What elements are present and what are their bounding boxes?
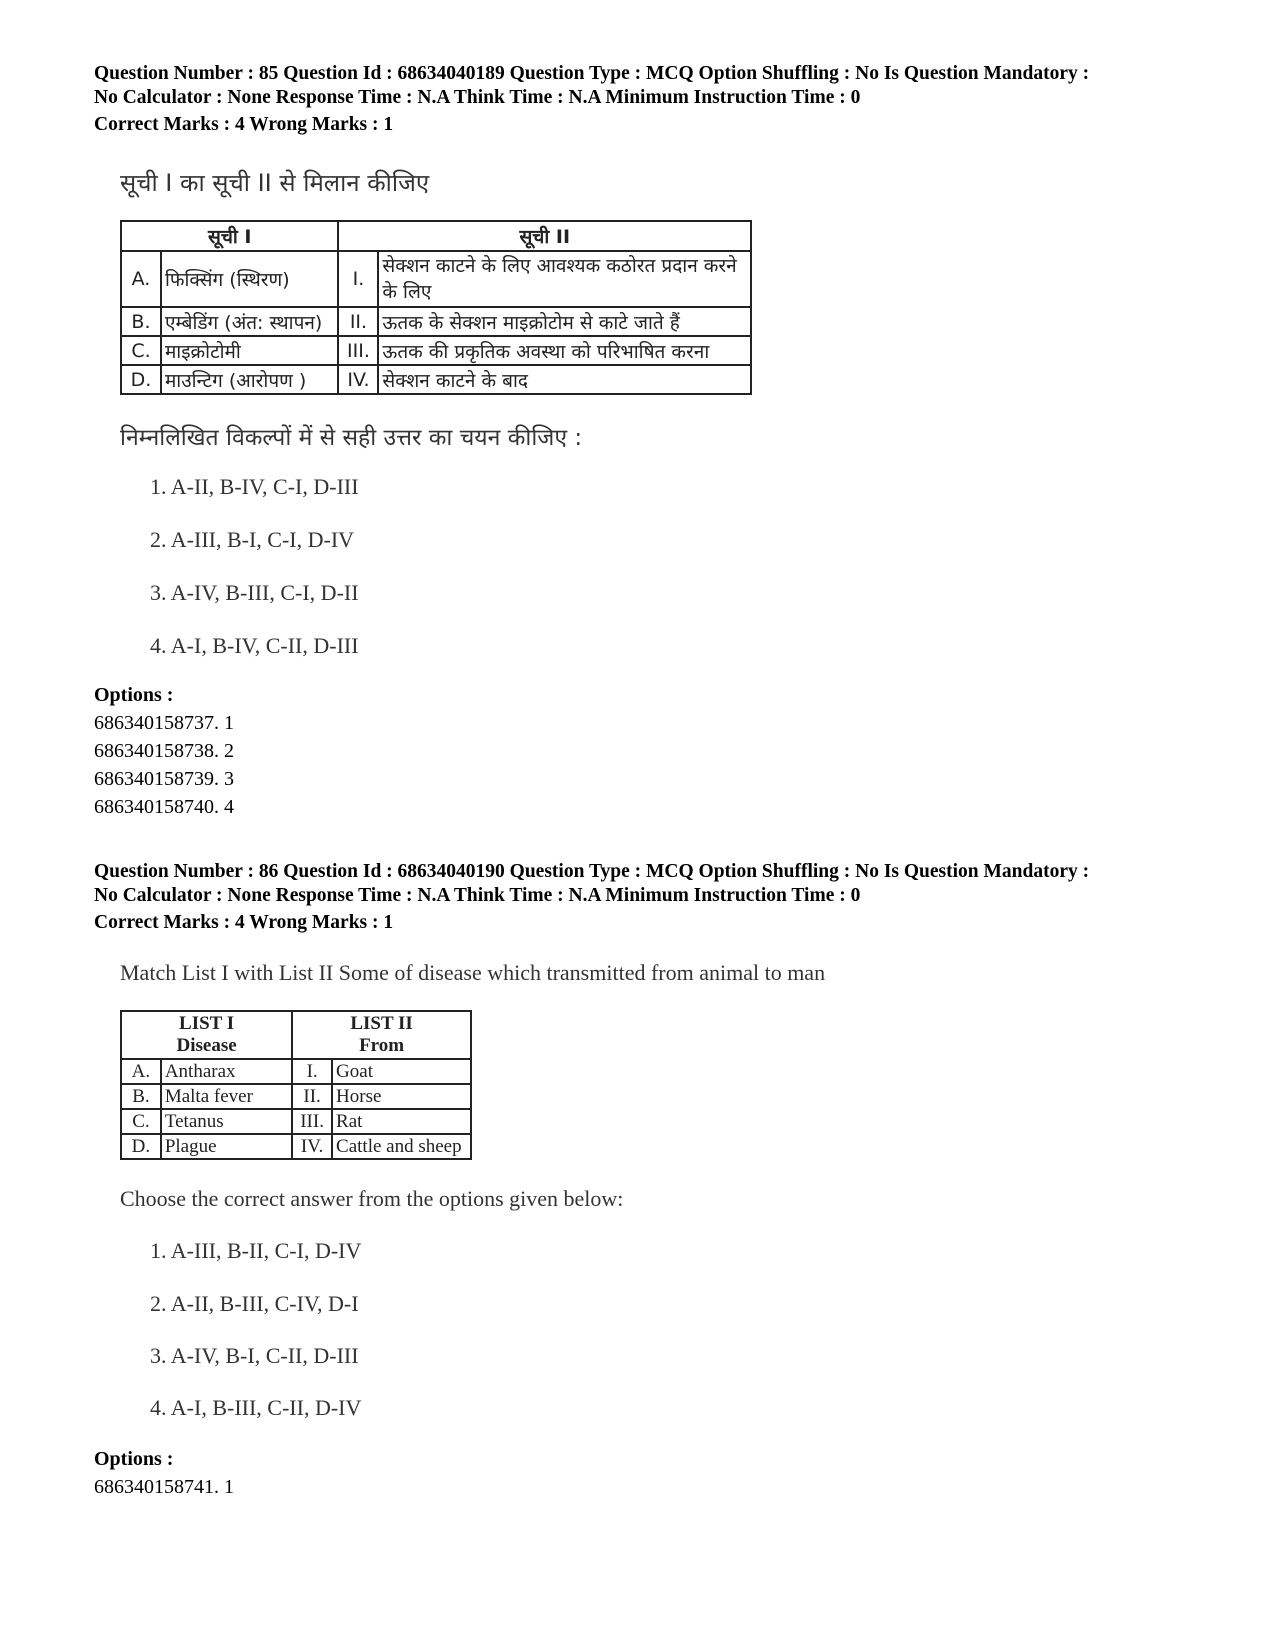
q85-row-iv-item: सेक्शन काटने के बाद [378, 365, 751, 394]
q85-row-c-key: C. [121, 336, 161, 365]
q86-choice-2: 2. A-II, B-III, C-IV, D-I [150, 1291, 359, 1316]
q86-row-d-item: Plague [161, 1134, 292, 1159]
q85-row-b-key: B. [121, 307, 161, 336]
q85-header-list2: सूची II [338, 221, 751, 251]
q86-row-iii-item: Rat [332, 1109, 471, 1134]
q85-header-list1: सूची I [121, 221, 338, 251]
q86-row-a-item: Antharax [161, 1059, 292, 1084]
table-row [121, 365, 751, 394]
q85-option-id-4: 686340158740. 4 [94, 796, 234, 818]
q85-choice-3: 3. A-IV, B-III, C-I, D-II [150, 580, 359, 605]
q85-marks: Correct Marks : 4 Wrong Marks : 1 [94, 114, 394, 135]
q85-row-d-key: D. [121, 365, 161, 394]
q85-meta-line2: No Calculator : None Response Time : N.A Think Time : N.A Minimum Instruction Time : 0 [94, 87, 861, 108]
q86-match-table [120, 1010, 472, 1160]
q86-row-b-item: Malta fever [161, 1084, 292, 1109]
q85-option-id-3: 686340158739. 3 [94, 768, 234, 790]
table-row [121, 1134, 471, 1159]
q85-option-id-1: 686340158737. 1 [94, 712, 234, 734]
q85-row-d-item: माउन्टिग (आरोपण ) [161, 365, 339, 394]
q85-instruction: निम्नलिखित विकल्पों में से सही उत्तर का चयन कीजिए : [120, 425, 583, 451]
q86-row-ii-item: Horse [332, 1084, 471, 1109]
q86-marks: Correct Marks : 4 Wrong Marks : 1 [94, 912, 394, 933]
q85-row-ii-item: ऊतक के सेक्शन माइक्रोटोम से काटे जाते हैं [378, 307, 751, 336]
table-row [121, 307, 751, 336]
table-row [121, 336, 751, 365]
q85-prompt: सूची I का सूची II से मिलान कीजिए [120, 169, 430, 197]
q86-header-list1 [121, 1011, 292, 1059]
q86-choice-1: 1. A-III, B-II, C-I, D-IV [150, 1238, 362, 1263]
q86-option-id-1: 686340158741. 1 [94, 1476, 234, 1498]
table-row [121, 251, 751, 307]
q85-row-i-item: सेक्शन काटने के लिए आवश्यक कठोरत प्रदान करने के लिए [378, 251, 751, 307]
q85-row-a-item: फिक्सिंग (स्थिरण) [161, 251, 339, 307]
q86-row-c-item: Tetanus [161, 1109, 292, 1134]
q86-row-iii-key: III. [292, 1109, 332, 1134]
q85-row-c-item: माइक्रोटोमी [161, 336, 339, 365]
q85-choice-2: 2. A-III, B-I, C-I, D-IV [150, 527, 355, 552]
table-row [121, 1084, 471, 1109]
q85-choice-4: 4. A-I, B-IV, C-II, D-III [150, 633, 359, 658]
q86-header-list2-sub: From [359, 1035, 405, 1056]
q86-prompt: Match List I with List II Some of disease which transmitted from animal to man [120, 960, 826, 985]
table-row [121, 1059, 471, 1084]
q86-row-iv-key: IV. [292, 1134, 332, 1159]
q86-row-ii-key: II. [292, 1084, 332, 1109]
q86-row-iv-item: Cattle and sheep [332, 1134, 471, 1159]
q86-row-a-key: A. [121, 1059, 161, 1084]
q86-meta-line1: Question Number : 86 Question Id : 68634040190 Question Type : MCQ Option Shuffling : No Is Question Mandatory : [94, 861, 1090, 882]
q86-header-list2 [292, 1011, 471, 1059]
q86-instruction: Choose the correct answer from the options given below: [120, 1186, 624, 1211]
table-row [121, 1109, 471, 1134]
q86-choice-3: 3. A-IV, B-I, C-II, D-III [150, 1343, 359, 1368]
q86-row-i-item: Goat [332, 1059, 471, 1084]
q85-match-table [120, 220, 752, 395]
q85-option-id-2: 686340158738. 2 [94, 740, 234, 762]
q85-row-i-key: I. [338, 251, 378, 307]
q86-header-list1-sub: Disease [176, 1035, 237, 1056]
q85-row-iv-key: IV. [338, 365, 378, 394]
q86-row-i-key: I. [292, 1059, 332, 1084]
q85-meta [94, 62, 1204, 110]
q85-row-ii-key: II. [338, 307, 378, 336]
q85-row-iii-item: ऊतक की प्रकृतिक अवस्था को परिभाषित करना [378, 336, 751, 365]
q86-row-b-key: B. [121, 1084, 161, 1109]
q85-meta-line1: Question Number : 85 Question Id : 68634040189 Question Type : MCQ Option Shuffling : No Is Question Mandatory : [94, 63, 1090, 84]
q85-choice-1: 1. A-II, B-IV, C-I, D-III [150, 474, 359, 499]
q86-row-d-key: D. [121, 1134, 161, 1159]
q86-header-list1-title: LIST I [179, 1013, 235, 1034]
q86-row-c-key: C. [121, 1109, 161, 1134]
q86-meta [94, 860, 1204, 908]
q86-options-label: Options : [94, 1448, 174, 1470]
q85-row-iii-key: III. [338, 336, 378, 365]
q85-row-a-key: A. [121, 251, 161, 307]
q86-choice-4: 4. A-I, B-III, C-II, D-IV [150, 1395, 362, 1420]
q86-meta-line2: No Calculator : None Response Time : N.A Think Time : N.A Minimum Instruction Time : 0 [94, 885, 861, 906]
q86-header-list2-title: LIST II [350, 1013, 413, 1034]
q85-options-label: Options : [94, 684, 174, 706]
q85-row-b-item: एम्बेडिंग (अंत: स्थापन) [161, 307, 339, 336]
